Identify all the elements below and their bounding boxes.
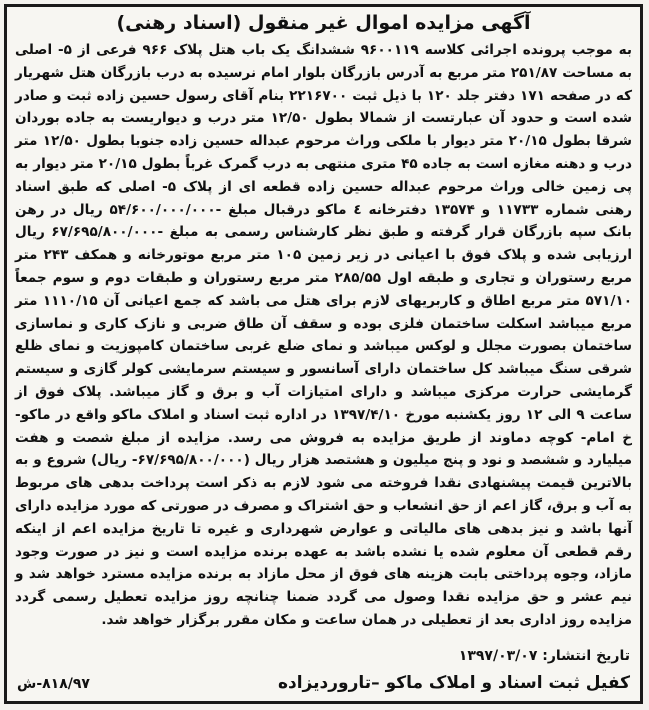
notice-body: به موجب پرونده اجرائی کلاسه ۹۶۰۰۱۱۹ ششدانگ یک باب هتل پلاک ۹۶۶ فرعی از ۵- اصلی به مساحت ۲۵۱/۸۷ متر مربع به آدرس بازرگان بلوار امام نرسیده به درب بازرگان هتل شهریار که در صفحه ۱۷۱ دفتر جلد ۱۲۰ با ذیل ثبت ۲۲۱۶۷۰۰ بنام آقای رسول حسین زاده ثبت و صادر شده است و حدود آن عبارتست از شمالا بطول ۱۲/۵۰ متر درب و دیواریست به جاده بوردان شرقا بطول ۲۰/۱۵ متر دیوار با ملکی وراث مرحوم عبداله حسین زاده جنوبا بطول ۱۲/۵۰ متر درب و دهنه مغازه است به جاده ۴۵ متری منتهی به درب گمرک غرباً بطول ۲۰/۱۵ متر دیوار به پی زمین خالی وراث مرحوم عبداله حسین زاده قطعه ای از پلاک ۵- اصلی که طبق اسناد رهنی شماره ۱۱۷۳۳ و ۱۳۵۷۴ دفترخانه ٤ ماکو درقبال مبلغ -۵۴/۶۰۰/۰۰۰/۰۰۰ ریال در رهن بانک سپه بازرگان قرار گرفته و طبق نظر کارشناس رسمی به مبلغ -۶۷/۶۹۵/۸۰۰/۰۰۰ ریال ارزیابی شده و پلاک فوق با اعیانی در زیر زمین ۱۰۵ متر مربع موتورخانه و همکف ۲۴۳ متر مربع رستوران و تجاری و طبقه اول ۲۸۵/۵۵ متر مربع رستوران و طبقات دوم و سوم جمعاً ۵۷۱/۱۰ متر مربع اطاق و کاربریهای لازم برای هتل می باشد که جمع اعیانی آن ۱۱۱۰/۱۵ متر مربع میباشد اسکلت ساختمان فلزی بوده و سقف آن طاق ضربی و نازک کاری و نماسازی ساختمان بصورت مجلل و لوکس میباشد و نمای ضلع غربی ساختمان کامپوزیت و نمای ظلع شرقی سنگ میباشد کل ساختمان دارای آسانسور و سیستم سرمایشی کولر گازی و سیستم گرمایشی حرارت مرکزی میباشد و دارای امتیازات آب و برق و گاز میباشد. پلاک فوق از ساعت ۹ الی ۱۲ روز یکشنبه مورخ ۱۳۹۷/۴/۱۰ در اداره ثبت اسناد و املاک ماکو واقع در ماکو- خ امام- کوچه دماوند از طریق مزایده به فروش می رسد. مزایده از مبلغ شصت و هفت میلیارد و ششصد و نود و پنج میلیون و هشتصد هزار ریال (۶۷/۶۹۵/۸۰۰/۰۰۰- ریال) شروع و به بالاترین قیمت پیشنهادی نقدا فروخته می شود لازم به ذکر است پرداخت بدهی های مربوط به آب و برق، گاز اعم از حق انشعاب و حق اشتراک و مصرف در صورتی که مورد مزایده دارای آنها باشد و نیز بدهی های مالیاتی و عوارض شهرداری و غیره تا تاریخ مزایده اعم از اینکه رقم قطعی آن معلوم شده یا نشده باشد به عهده برنده مزایده است و نیز در صورت وجود مازاد، وجوه پرداختی بابت هزینه های فوق از محل مازاد به برنده مزایده مسترد خواهد شد و نیم عشر و حق مزایده نقدا وصول می گردد ضمنا چنانچه روز مزایده تعطیل رسمی گردد مزایده روز اداری بعد از تعطیلی در همان ساعت و مکان مقرر برگزار خواهد شد. xyxy=(15,42,633,628)
notice-title: آگهی مزایده اموال غیر منقول (اسناد رهنی) xyxy=(116,12,531,34)
notice-footer xyxy=(17,669,630,697)
publication-date: تاریخ انتشار: ۱۳۹۷/۰۳/۰۷ xyxy=(458,648,630,664)
auction-notice xyxy=(4,4,643,704)
signature-line: کفیل ثبت اسناد و املاک ماکو –تارورديزاده xyxy=(277,673,630,693)
reference-code: ۸۱۸/۹۷-ش xyxy=(17,676,90,692)
